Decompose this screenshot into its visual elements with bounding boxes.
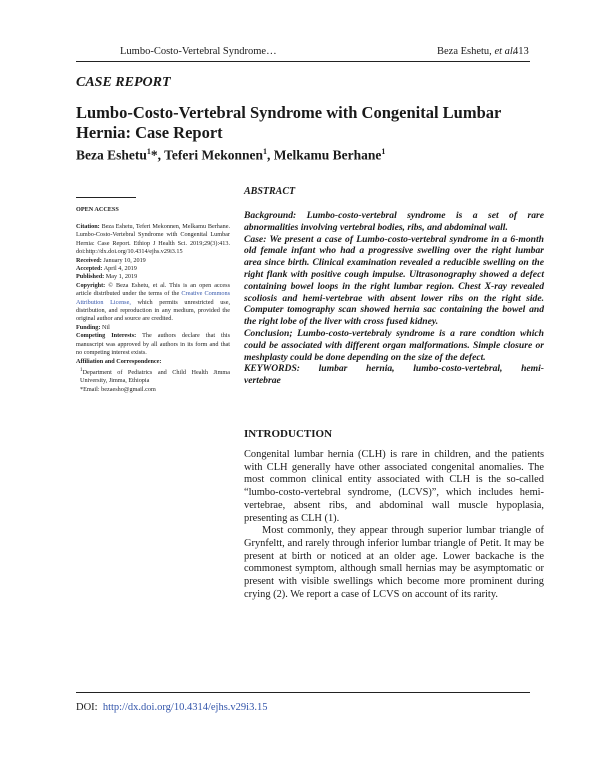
funding: Funding: Nil: [76, 323, 110, 331]
section-label: CASE REPORT: [76, 75, 171, 90]
author-name: Beza Eshetu: [76, 147, 147, 163]
affiliation-heading: Affiliation and Correspondence:: [76, 357, 162, 365]
running-author-name: Beza Eshetu,: [437, 46, 492, 57]
article-metadata: [76, 223, 230, 394]
introduction-body: [244, 449, 544, 601]
running-author: [437, 46, 515, 57]
footer-divider: [76, 692, 530, 693]
author-affiliation-mark: 1: [263, 147, 268, 156]
abstract-conclusion: Conclusion; Lumbo-costo-vertebraly syndrome is a rare condtion which could be associated with different organ malformations. Simple closure or meshplasty could be done depending on the size of the defect.: [244, 327, 544, 363]
abstract-heading: ABSTRACT: [244, 186, 296, 197]
accepted-date: Accepted: April 4, 2019: [76, 265, 137, 273]
page-number: 413: [513, 46, 529, 57]
header-divider: [76, 61, 530, 62]
keywords-label: KEYWORDS:: [244, 363, 300, 375]
sidebar-divider: [76, 197, 136, 198]
published-date: Published: May 1, 2019: [76, 273, 138, 281]
abstract-background: Background: Lumbo-costo-vertebral syndrome is a set of rare abnormalities involving vertebral bodies, ribs, and abdominal wall.: [244, 210, 544, 233]
keyword: lumbar: [318, 363, 348, 375]
running-et-al: et al.: [494, 46, 516, 57]
author-name: Melkamu Berhane: [273, 147, 382, 163]
keyword: lumbo-costo-vertebral,: [413, 363, 503, 375]
keyword: vertebrae: [244, 375, 281, 387]
article-title: Lumbo-Costo-Vertebral Syndrome with Congenital Lumbar Hernia: Case Report: [76, 103, 502, 142]
author-name: Teferi Mekonnen: [164, 147, 264, 163]
abstract-body: [244, 210, 544, 387]
intro-paragraph: Most commonly, they appear through superior lumbar triangle of Grynfeltt, and rarely through inferior lumbar triangle of Petit. It may be present at birth or noticed at an older age. Lower backache is the commonest symptom, although small hernias may be asymptomatic or present with visible swellings which become more prominent during crying (2). We report a case of LCVS on account of its rarity.: [244, 525, 544, 600]
open-access-label: OPEN ACCESS: [76, 206, 119, 213]
intro-paragraph: Congenital lumbar hernia (CLH) is rare in children, and the patients with CLH generally have other associated congenital anomalies. The most common clinical entity associated with CLH is the so-called “lumbo-costo-vertebral syndrome, (LCVS)”, which includes hemi-vertebrae, absent ribs, and abdominal wall muscle hypoplasia, presenting as CLH (1).: [244, 449, 544, 524]
doi-line: [76, 702, 267, 713]
copyright: Copyright: © Beza Eshetu, et al. This is an open access article distributed under the terms of the Creative Commons Attribution License, which permits unrestricted use, distribution, and reproduction in any medium, provided the original author and source are credited.: [76, 281, 231, 323]
author-separator: ,: [267, 147, 274, 163]
author-affiliation-mark: 1: [381, 147, 386, 156]
abstract-case: Case: We present a case of Lumbo-costo-vertebral syndrome in a 6-month old female infant who had a progressive swelling over the right lumbar area since birth. Clinical examination revealed a reducible swelling on the right flank with positive cough impulse. Ultrasonography showed a defect containing bowel loops in the right lumbar region. Chest X-ray revealed scoliosis and hemi-vertebrae with absent lower ribs on the right side. Computer tomography scan showed hernia sac containing the bowel and the right lobe of the liver with cross fused kidney.: [244, 233, 544, 328]
author-list: [76, 147, 385, 164]
doi-link[interactable]: http://dx.doi.org/10.4314/ejhs.v29i3.15: [102, 702, 268, 713]
competing-interests: Competing Interests: The authors declare that this manuscript was approved by all authors in its form and that no competing interest exists.: [76, 332, 230, 357]
author-affiliation-mark: 1: [146, 147, 151, 156]
keywords: [244, 363, 544, 375]
keyword: hemi-: [521, 363, 544, 375]
running-title: Lumbo-Costo-Vertebral Syndrome…: [120, 46, 277, 57]
author-separator: *,: [150, 147, 165, 163]
correspondence-email: *Email: bezaesho@gmail.com: [80, 385, 156, 393]
doi-label: DOI:: [76, 702, 98, 713]
keyword: hernia,: [366, 363, 395, 375]
received-date: Received: January 10, 2019: [76, 256, 146, 264]
introduction-heading: INTRODUCTION: [244, 428, 333, 440]
affiliation: $^1$Department of Pediatrics and Child Health Jimma University, Jimma, Ethiopia: [80, 366, 230, 385]
license-link[interactable]: Creative Commons Attribution License,: [76, 290, 231, 306]
citation: Citation: Beza Eshetu, Teferi Mekonnen, Melkamu Berhane. Lumbo-Costo-Vertebral Syndrome with Congenital Lumbar Hernia: Case Report. Ethiop J Health Sci. 2019;29(3):413. doi:http://dx.doi.org/10.4314/ejhs.v29i3.15: [76, 223, 230, 256]
